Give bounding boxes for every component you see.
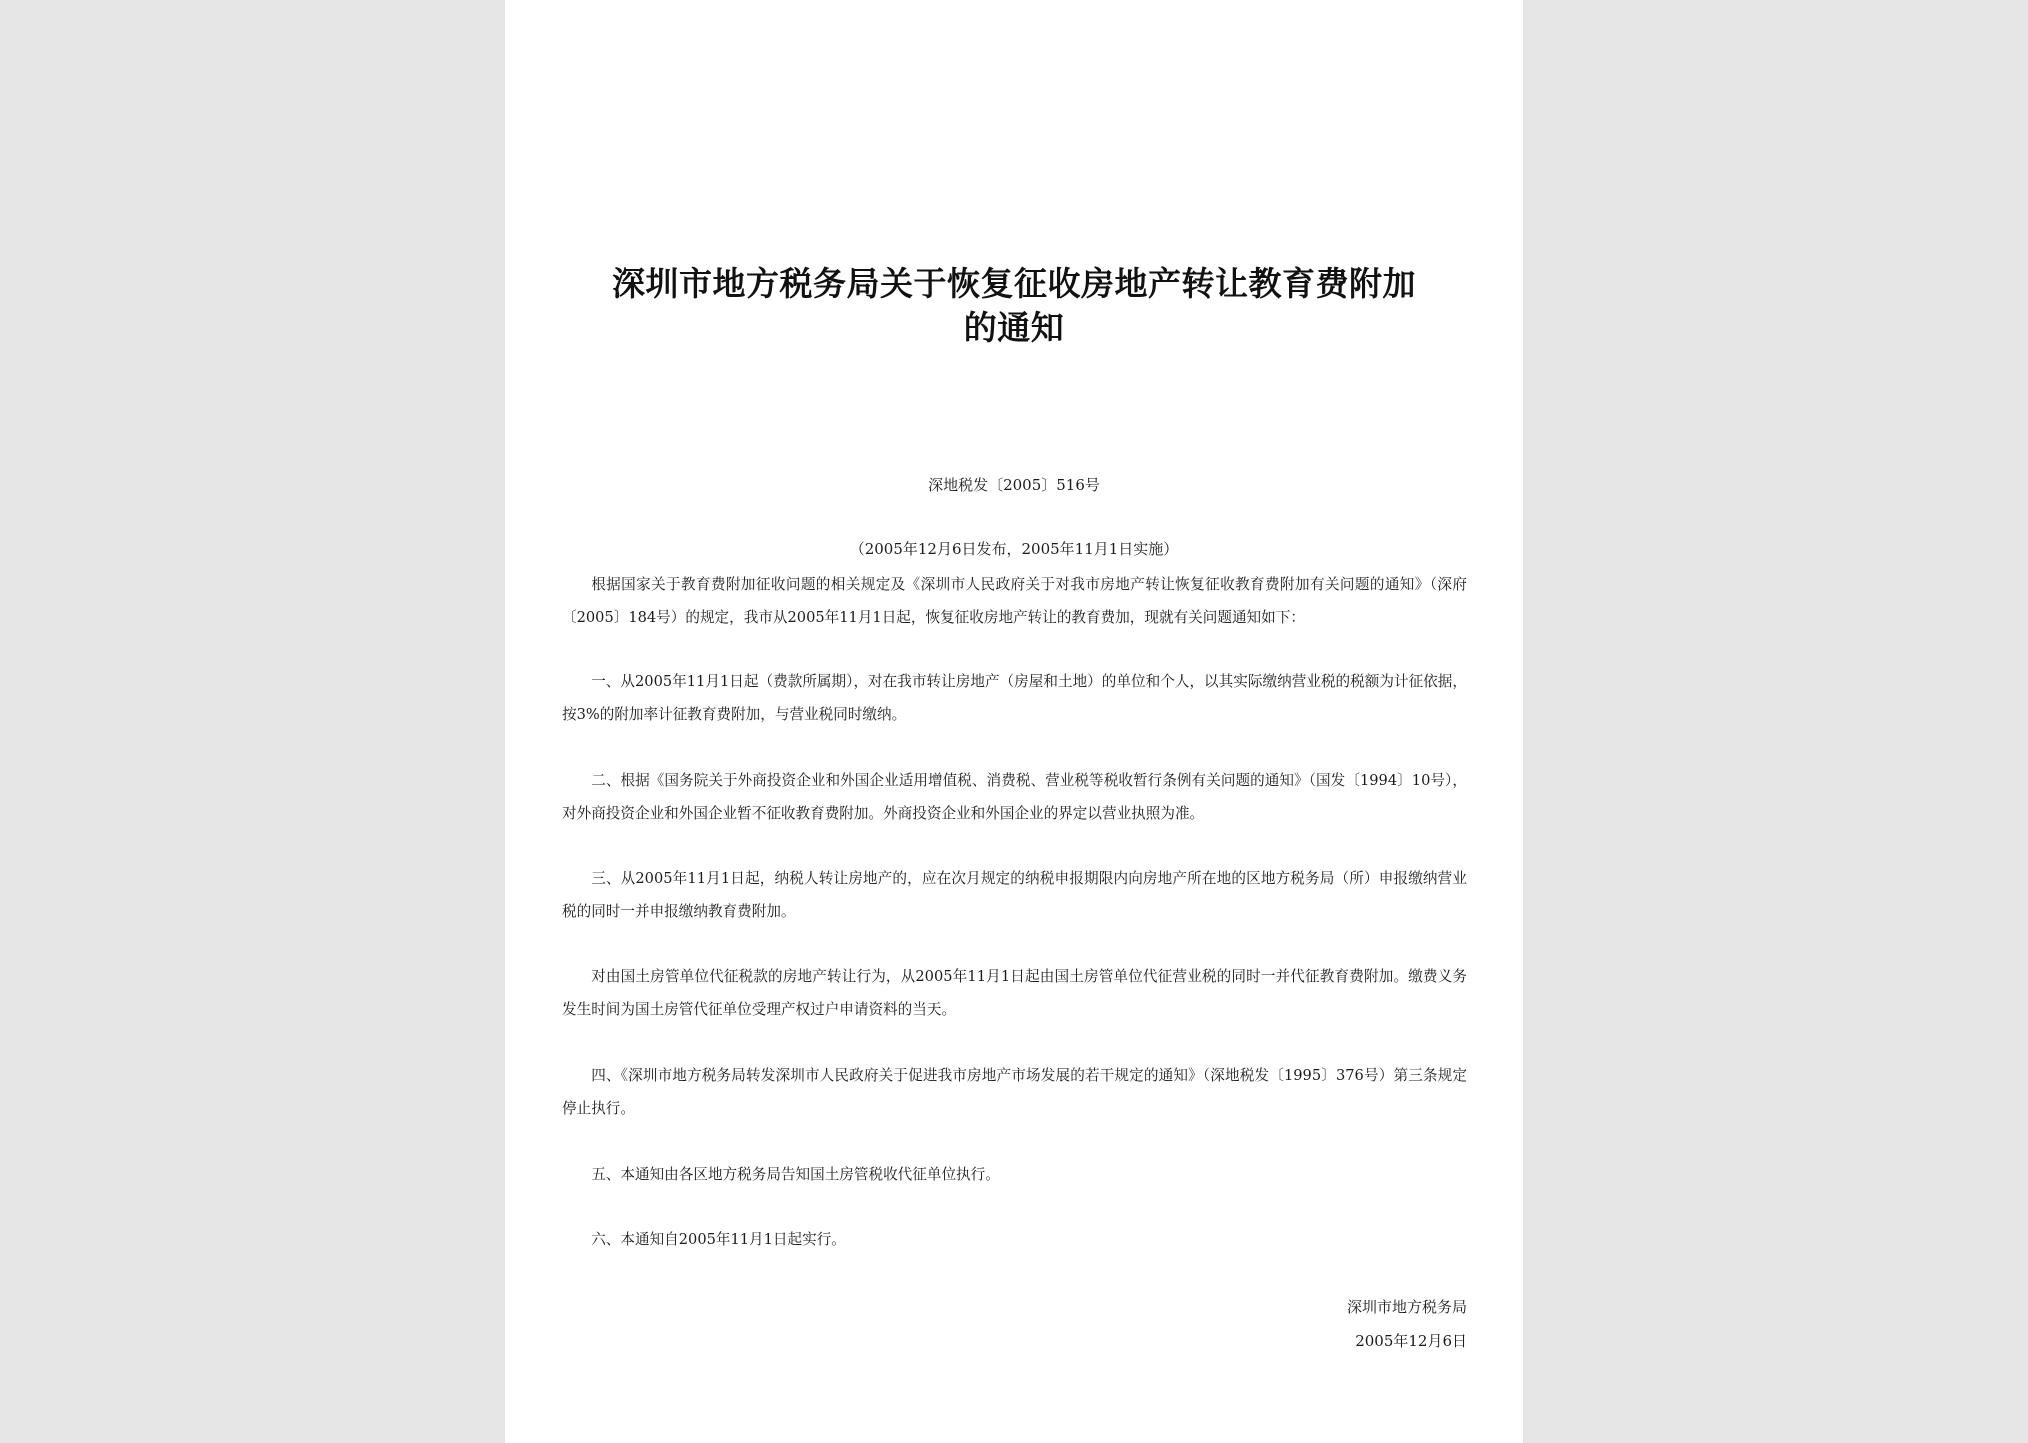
paragraph-item-3-supplement: 对由国土房管单位代征税款的房地产转让行为，从2005年11月1日起由国土房管单位代征营业税的同时一并代征教育费附加。缴费义务发生时间为国土房管代征单位受理产权过户申请资料的当天。 bbox=[562, 968, 1467, 1018]
document-title bbox=[565, 262, 1463, 350]
document-page bbox=[505, 0, 1523, 1443]
paragraph-item-2: 二、根据《国务院关于外商投资企业和外国企业适用增值税、消费税、营业税等税收暂行条例有关问题的通知》（国发〔1994〕10号），对外商投资企业和外国企业暂不征收教育费附加。外商投资企业和外国企业的界定以营业执照为准。 bbox=[562, 772, 1467, 822]
issue-date: 2005年12月6日 bbox=[1355, 1332, 1467, 1350]
publication-dates: （2005年12月6日发布，2005年11月1日实施） bbox=[849, 540, 1179, 558]
paragraph-item-4: 四、《深圳市地方税务局转发深圳市人民政府关于促进我市房地产市场发展的若干规定的通知》（深地税发〔1995〕376号）第三条规定停止执行。 bbox=[562, 1067, 1467, 1117]
paragraph-item-6: 六、本通知自2005年11月1日起实行。 bbox=[591, 1231, 846, 1248]
title-line-1: 深圳市地方税务局关于恢复征收房地产转让教育费附加 bbox=[612, 264, 1416, 303]
paragraph-item-5: 五、本通知由各区地方税务局告知国土房管税收代征单位执行。 bbox=[591, 1166, 1000, 1183]
issuer-signature: 深圳市地方税务局 bbox=[1346, 1298, 1467, 1316]
title-line-2: 的通知 bbox=[963, 308, 1065, 347]
paragraph-item-3: 三、从2005年11月1日起，纳税人转让房地产的，应在次月规定的纳税申报期限内向房地产所在地的区地方税务局（所）申报缴纳营业税的同时一并申报缴纳教育费附加。 bbox=[562, 870, 1467, 920]
document-number: 深地税发〔2005〕516号 bbox=[928, 476, 1100, 494]
paragraph-item-1: 一、从2005年11月1日起（费款所属期），对在我市转让房地产（房屋和土地）的单位和个人，以其实际缴纳营业税的税额为计征依据，按3%的附加率计征教育费附加，与营业税同时缴纳。 bbox=[562, 673, 1467, 723]
paragraph-intro: 根据国家关于教育费附加征收问题的相关规定及《深圳市人民政府关于对我市房地产转让恢复征收教育费附加有关问题的通知》（深府〔2005〕184号）的规定，我市从2005年11月1日起，恢复征收房地产转让的教育费加，现就有关问题通知如下： bbox=[562, 576, 1467, 626]
